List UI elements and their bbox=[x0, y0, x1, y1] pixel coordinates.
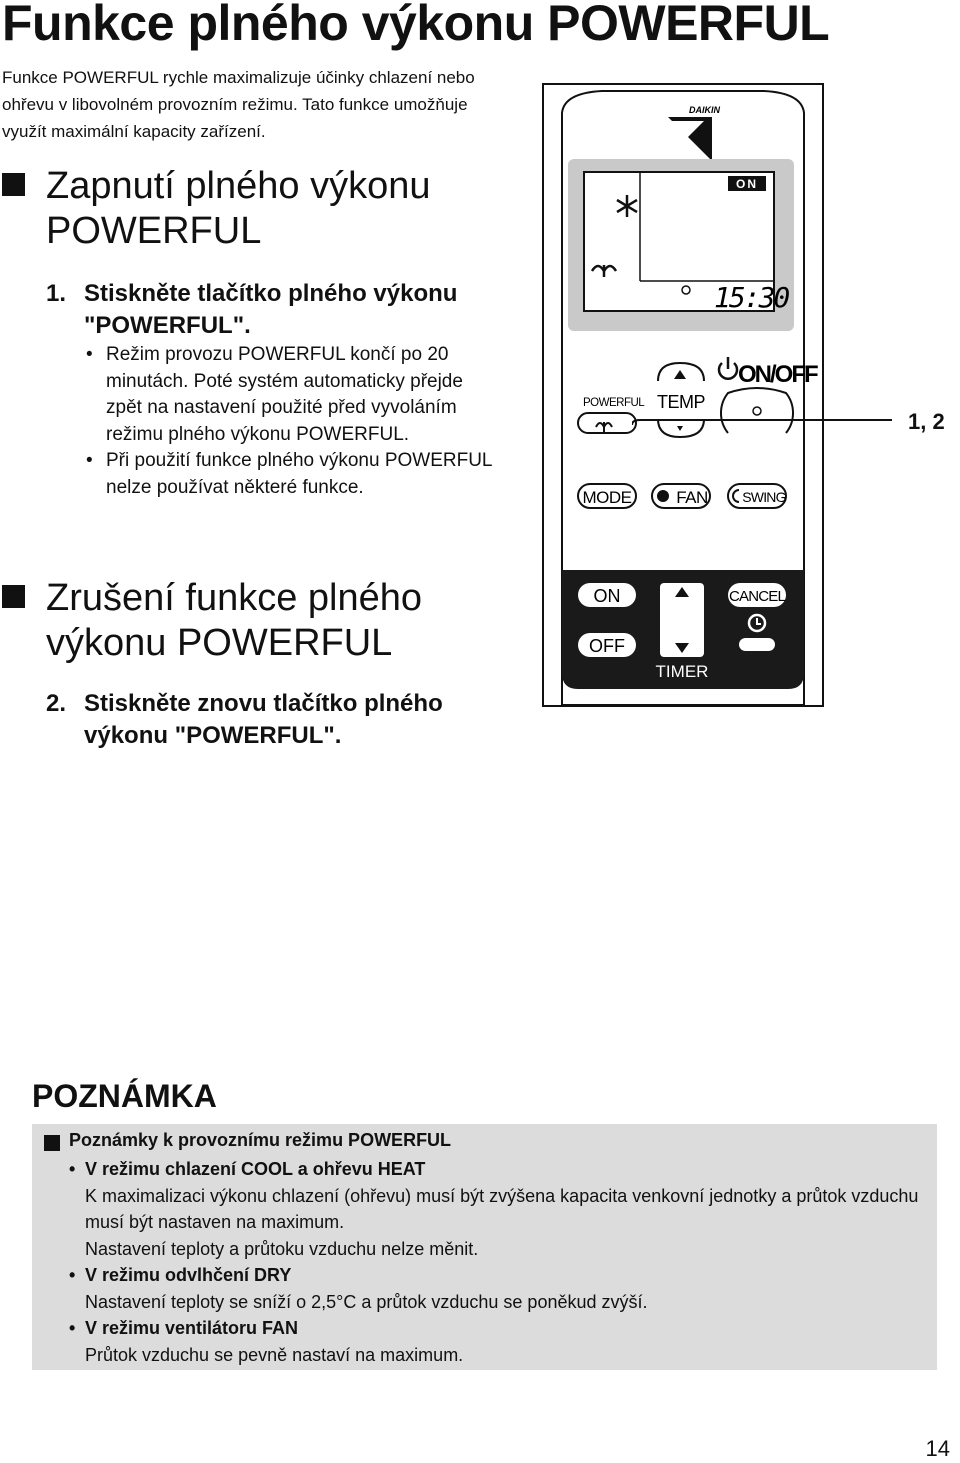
note-box bbox=[32, 1124, 937, 1370]
step-2-number: 2. bbox=[46, 690, 67, 717]
page-title: Funkce plného výkonu POWERFUL bbox=[2, 0, 830, 51]
bullet-mark: • bbox=[86, 344, 93, 365]
display-on-text: ON bbox=[736, 177, 758, 191]
bullet-mark: • bbox=[86, 450, 93, 471]
note-item-label: V režimu ventilátoru FAN bbox=[85, 1318, 299, 1338]
fan-label: FAN bbox=[676, 488, 708, 507]
note-item-label-row bbox=[69, 1156, 929, 1183]
section-heading-on bbox=[46, 164, 516, 254]
section-heading-off bbox=[46, 576, 516, 666]
intro-paragraph: Funkce POWERFUL rychle maximalizuje účinky chlazení nebo ohřevu v libovolném provozním režimu. Tato funkce umožňuje využít maximální kapacity zařízení. bbox=[2, 68, 475, 141]
note-item-cool-heat bbox=[69, 1156, 929, 1262]
cancel-label: CANCEL bbox=[728, 588, 786, 605]
bullet-item bbox=[84, 342, 504, 448]
section-heading-off-line1: Zrušení funkce plného bbox=[46, 577, 423, 619]
fan-icon bbox=[657, 490, 669, 502]
swing-label: SWING bbox=[742, 489, 786, 505]
section-heading-on-line1: Zapnutí plného výkonu bbox=[46, 165, 431, 207]
timer-on-label: ON bbox=[593, 586, 621, 606]
step-1-text: Stiskněte tlačítko plného výkonu "POWERFUL". bbox=[84, 280, 458, 339]
note-marker-square bbox=[44, 1135, 60, 1151]
brand-logo-text: DAIKIN bbox=[689, 105, 720, 115]
note-item-dry bbox=[69, 1262, 929, 1315]
callout-step-label: 1, 2 bbox=[908, 409, 945, 434]
callout-line bbox=[632, 408, 892, 442]
timer-label: TIMER bbox=[655, 662, 709, 681]
note-item-text: Průtok vzduchu se pevně nastaví na maximum. bbox=[85, 1344, 464, 1365]
temp-label: TEMP bbox=[656, 392, 706, 412]
note-item-text: K maximalizaci výkonu chlazení (ohřevu) musí být zvýšena kapacita venkovní jednotky a průtok vzduchu musí být nastaven na maximum. bbox=[85, 1185, 919, 1232]
onoff-label: ON/OFF bbox=[738, 361, 817, 388]
note-item-fan bbox=[69, 1315, 929, 1368]
note-item-text: Nastavení teploty a průtoku vzduchu nelze měnit. bbox=[85, 1238, 479, 1259]
section-marker-square bbox=[2, 585, 25, 608]
note-heading: POZNÁMKA bbox=[32, 1078, 217, 1114]
step-1-number: 1. bbox=[46, 280, 67, 307]
step-1-bullets bbox=[84, 342, 504, 501]
step-1 bbox=[46, 278, 526, 342]
timer-off-label: OFF bbox=[589, 636, 625, 656]
bullet-mark: • bbox=[69, 1318, 76, 1338]
callout-line-path bbox=[632, 420, 892, 425]
note-item-label: V režimu odvlhčení DRY bbox=[85, 1265, 292, 1285]
timer-clock-button[interactable] bbox=[739, 638, 775, 651]
step-2 bbox=[46, 688, 526, 752]
remote-control-illustration bbox=[542, 83, 824, 707]
page-number: 14 bbox=[925, 1436, 950, 1461]
powerful-label: POWERFUL bbox=[583, 397, 645, 409]
section-marker-square bbox=[2, 173, 25, 196]
bullet-mark: • bbox=[69, 1265, 76, 1285]
bullet-text: Režim provozu POWERFUL končí po 20 minutách. Poté systém automaticky přejde zpět na nastavení použité před vyvoláním režimu plného výkonu POWERFUL. bbox=[106, 344, 463, 445]
bullet-item bbox=[84, 448, 504, 501]
note-item-label: V režimu chlazení COOL a ohřevu HEAT bbox=[85, 1159, 426, 1179]
section-heading-off-line2: výkonu POWERFUL bbox=[46, 622, 393, 664]
step-2-text: Stiskněte znovu tlačítko plného výkonu "POWERFUL". bbox=[84, 690, 443, 749]
section-heading-on-line2: POWERFUL bbox=[46, 210, 262, 252]
note-title: Poznámky k provoznímu režimu POWERFUL bbox=[69, 1130, 452, 1150]
bullet-mark: • bbox=[69, 1159, 76, 1179]
note-item-text: Nastavení teploty se sníží o 2,5°C a průtok vzduchu se poněkud zvýší. bbox=[85, 1291, 648, 1312]
display-time: 15:30 bbox=[714, 281, 789, 314]
note-item-label-row bbox=[69, 1262, 929, 1289]
mode-label: MODE bbox=[582, 488, 632, 507]
bullet-text: Při použití funkce plného výkonu POWERFUL nelze používat některé funkce. bbox=[106, 450, 492, 498]
note-item-label-row bbox=[69, 1315, 929, 1342]
